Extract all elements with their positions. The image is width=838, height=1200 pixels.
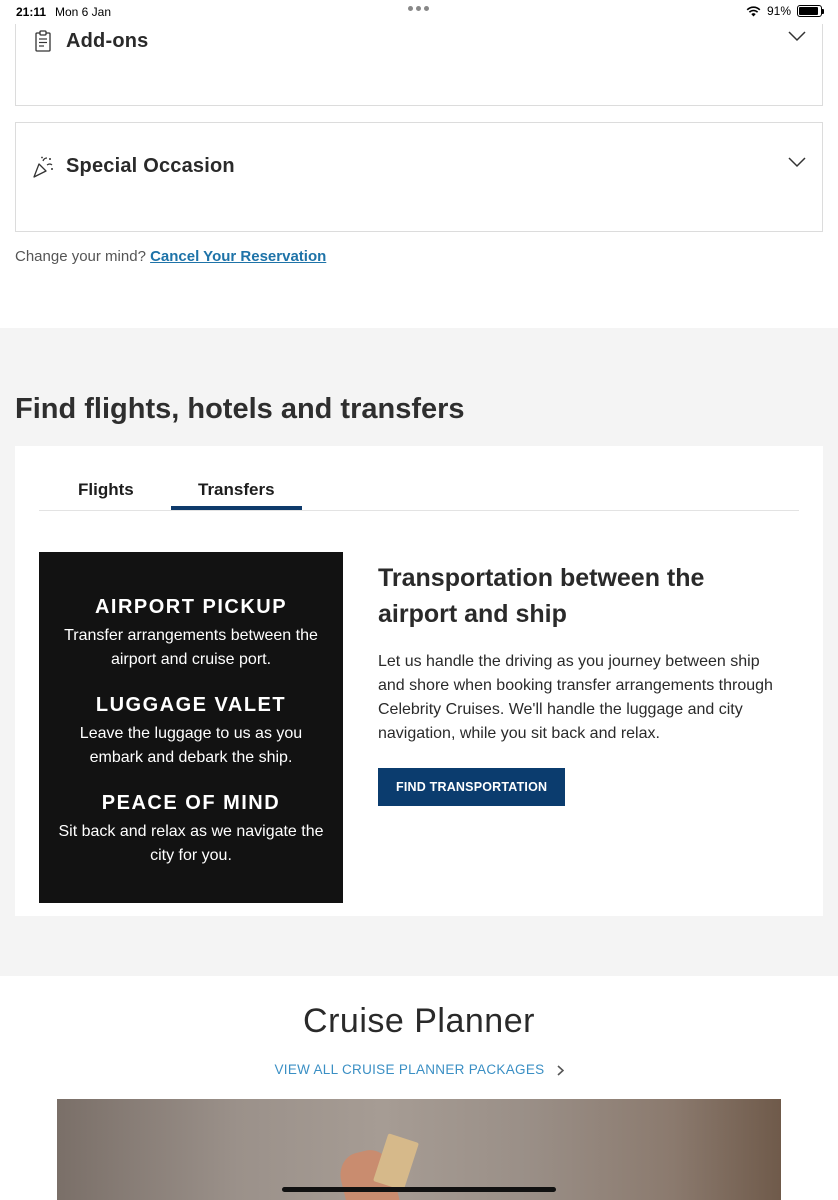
active-tab-indicator <box>171 506 302 510</box>
chevron-down-icon[interactable] <box>788 156 806 168</box>
feature-title: AIRPORT PICKUP <box>94 596 288 618</box>
transport-info <box>378 560 778 806</box>
multitasking-dots-icon[interactable] <box>408 6 429 11</box>
travel-heading: Find flights, hotels and transfers <box>15 393 465 425</box>
status-right <box>746 4 822 18</box>
addons-title: Add-ons <box>66 30 149 52</box>
status-bar <box>0 0 838 24</box>
chevron-down-icon[interactable] <box>788 30 806 42</box>
status-date: Mon 6 Jan <box>55 5 112 19</box>
feature-title: PEACE OF MIND <box>101 792 281 814</box>
battery-level <box>799 7 818 15</box>
feature-peace-of-mind <box>39 792 343 868</box>
status-time: 21:11 <box>16 5 47 19</box>
clipboard-icon <box>31 29 55 53</box>
tab-transfers[interactable]: Transfers <box>198 480 275 499</box>
feature-desc: Leave the luggage to us as you embark and debark the ship. <box>79 725 303 766</box>
party-popper-icon <box>31 155 55 179</box>
transport-body: Let us handle the driving as you journey between ship and shore when booking transfer arrangements through Celebrity Cruises. We'll handle the luggage and city navigation, while you sit back and relax. <box>378 653 773 742</box>
find-transportation-button[interactable]: FIND TRANSPORTATION <box>378 768 565 806</box>
battery-icon <box>797 5 822 17</box>
travel-section <box>0 328 838 976</box>
view-all-packages-link[interactable] <box>0 1062 838 1077</box>
cruise-planner-title: Cruise Planner <box>303 1002 535 1040</box>
view-all-packages-label: VIEW ALL CRUISE PLANNER PACKAGES <box>274 1062 545 1077</box>
wifi-icon <box>746 5 761 17</box>
chevron-right-icon <box>557 1065 564 1076</box>
battery-percentage: 91% <box>766 4 791 18</box>
feature-title: LUGGAGE VALET <box>95 694 287 716</box>
cancel-prompt: Change your mind? <box>15 248 146 265</box>
transport-title: Transportation between the airport and ship <box>378 564 705 628</box>
feature-airport-pickup <box>39 596 343 672</box>
feature-desc: Sit back and relax as we navigate the city for you. <box>58 823 324 864</box>
feature-luggage-valet <box>39 694 343 770</box>
special-occasion-accordion[interactable] <box>15 122 823 232</box>
feature-desc: Transfer arrangements between the airport and cruise port. <box>64 627 318 668</box>
transfer-features-box <box>39 552 343 903</box>
cruise-planner-hero-image[interactable] <box>57 1099 781 1200</box>
travel-tabs <box>39 446 799 511</box>
travel-panel <box>15 446 823 916</box>
cancel-reservation-line <box>15 248 326 265</box>
tab-flights[interactable]: Flights <box>78 480 134 499</box>
home-indicator[interactable] <box>282 1187 556 1192</box>
cancel-reservation-link[interactable]: Cancel Your Reservation <box>150 248 327 265</box>
special-occasion-title: Special Occasion <box>66 155 235 177</box>
card-shape <box>373 1133 419 1190</box>
